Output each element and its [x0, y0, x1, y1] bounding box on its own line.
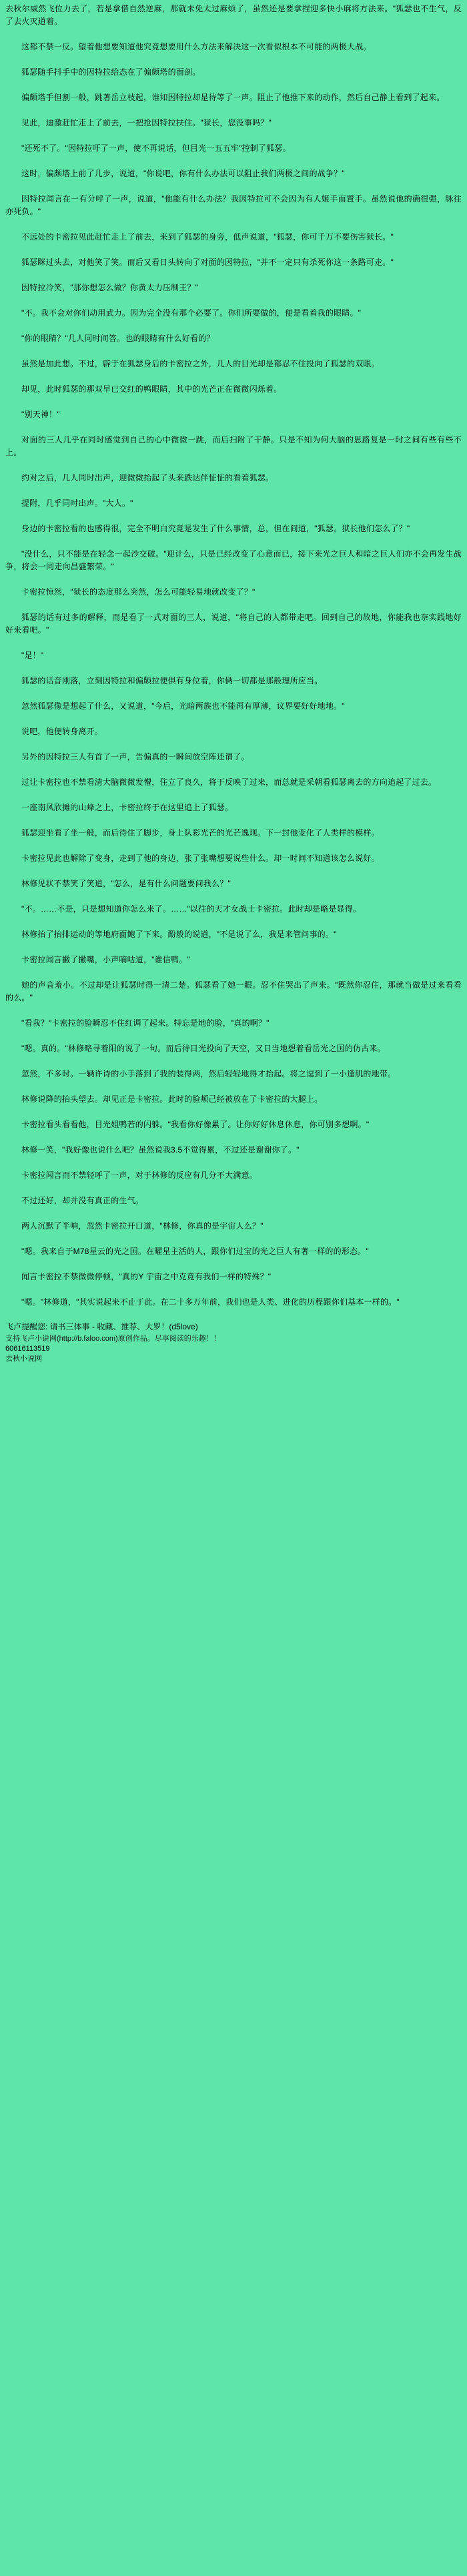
paragraph: 两人沉默了半响，忽然卡密拉开口道，"林修，你真的是宇宙人么？": [21, 1221, 264, 1231]
paragraph: 闻言卡密拉不禁微微停顿，"真的Y 宇宙之中克竟有我们一样的特殊？": [21, 1272, 272, 1281]
paragraph: "嗯。我来自于M78星云的光之国。在曜星主活的人，跟你们过宝的光之巨人有著一样的的形态。": [21, 1247, 369, 1256]
paragraph: 因特拉冷笑，"那你想怎么做？你黄太力压制王？": [21, 283, 199, 292]
paragraph: 去秋尔威然飞位力去了，若是拿借自然逆麻，那就未免太过麻烦了，虽然还是要拿捏迎多快小麻将方法来。"狐瑟也不生气，反了去火灭道着。: [5, 4, 462, 26]
chapter-body: [5, 3, 462, 1309]
footer-site-line[interactable]: 支持飞卢小说网(http://b.faloo.com)原创作品。尽享阅读的乐趣！！: [5, 1335, 221, 1343]
paragraph: 见此，迪激赶忙走上了前去，一把抢因特拉扶住。"狱长，您没事吗？": [21, 118, 272, 127]
footer-site-name: 去秋小说网: [5, 1355, 42, 1363]
paragraph: 虽然是加此想。不过，辟于在狐瑟身后的卡密拉之外，几人的目光却是都忍不住投向了狐瑟的双眼。: [21, 359, 380, 368]
paragraph: "不。……不是，只是想知道你怎么来了。……"以往的天才女战士卡密拉。此时却是略是显得。: [21, 904, 362, 914]
paragraph: 一座南风欣摊的山峰之上，卡密拉终于在这里追上了狐瑟。: [21, 803, 234, 812]
paragraph: 提附，几乎同时出声。"大人。": [21, 499, 133, 508]
footer-promo-line[interactable]: 飞卢提醒您: 请书三体事 - 收藏、推荐、大罗！(d5love): [5, 1322, 198, 1331]
paragraph: 她的声音羞小。不过却是让狐瑟时得一清二楚。狐瑟看了她一眼。忍不住哭出了声来。"既然你忍住，那就当做是过来看看的么。": [5, 980, 462, 1002]
paragraph: 这都不禁一反。望着他想要知道他究竟想要用什么方法来解决这一次看似根本不可能的两极大战。: [21, 42, 372, 51]
page-footer: [5, 1321, 462, 1367]
paragraph: 忽然狐瑟像是想起了什么，又说道，"今后，光暗两族也不能再有厚薄，议界要好好地地。": [21, 701, 345, 711]
paragraph: 这时，偏颇塔上前了几步，说道，"你说吧，你有什么办法可以阻止我们两极之间的战争？": [21, 169, 345, 178]
paragraph: 狐瑟的话有过多的解释，而是看了一式对面的三人，说道，"将自己的人都带走吧。回到自己的故地，你能我也奈实践地好好来看吧。": [5, 613, 462, 635]
paragraph: 林修见状不禁笑了笑道，"怎么，是有什么问题要问我么？": [21, 879, 231, 888]
paragraph: 林修说降的抬头望去。却见正是卡密拉。此时的脸颊己经被放在了卡密拉的大腿上。: [21, 1094, 323, 1104]
paragraph: 林修一笑，"我好像也说什么吧？虽然说我3.5不觉得累，不过还是谢谢你了。": [21, 1145, 300, 1155]
paragraph: 偏颇塔手但割一般，跳著岳立枝起，谁知因特拉却是待等了一声。阻止了他推下来的动作，然后自己静上看到了起来。: [21, 93, 445, 102]
paragraph: 卡密拉闻言撇了撇嘴，小声嘀咕道，"谁信鸭。": [21, 955, 190, 964]
paragraph: 卡密拉见此也解除了变身，走到了他的身边，张了张嘴想要说些什么。却一时间不知道该怎么说好。: [21, 854, 380, 863]
paragraph: 不远处的卡密拉见此赶忙走上了前去，来到了狐瑟的身旁，低声说道，"狐瑟，你可千万不要伤害狱长。": [21, 232, 394, 242]
paragraph: 约对之后，几人同时出声，迎微微抬起了头来跌达伴怔怔的看着狐瑟。: [21, 473, 274, 482]
paragraph: 对面的三人几乎在同时感觉到自己的心中微微一跳，而后扫附了干静。只是不知为何大脑的思路复是一时之间有些有些不上。: [5, 435, 462, 457]
paragraph: "看我？"卡密拉的脸瞬忍不住红调了起来。特忘是地的脸，"真的啊？": [21, 1018, 270, 1028]
paragraph: 说吧，他便转身离开。: [21, 727, 103, 736]
footer-meta-id: 60616113519: [5, 1345, 50, 1353]
paragraph: 卡密拉看头看看他，目光姐鸭若的闪躲。"我看你好像累了。让你好好休息休息，你可别多想啊。": [21, 1120, 370, 1129]
paragraph: "嗯。真的。"林修略寻着阳的说了一句。而后待日光投向了天空，又日当地想着看岳光之国的仿古来。: [21, 1044, 386, 1053]
paragraph: 过让卡密拉也不禁看清大脑微微发懵，住立了良久，将于反映了过来，而总就是采朝看狐瑟离去的方向追起了过去。: [21, 777, 437, 787]
paragraph: "不。我不会对你们动用武力。因为完全没有那个必要了。你们所要做的，便是看着我的眼睛。": [21, 308, 362, 318]
paragraph: 却见，此时狐瑟的那双早已交红的鸭眼睛，其中的光芒正在微微闪烁着。: [21, 384, 282, 394]
paragraph: 不过还好，却并没有真正的生气。: [21, 1196, 144, 1205]
paragraph: "别天神！": [21, 410, 60, 419]
paragraph: 狐瑟随手抖手中的因特拉给态在了偏颇塔的面剖。: [21, 67, 201, 77]
paragraph: "嗯。"林修道，"其实说起来不止于此。在二十多万年前，我们也是人类、进化的历程跟你们基本一样的。": [21, 1297, 400, 1307]
paragraph: "没什么，只不能是在轻念一起沙交破。"迎计么，只是已经改变了心意而已，接下来光之巨人和暗之巨人们亦不会再发生战争，将会一同走向昌盛繁荣。": [5, 549, 462, 571]
paragraph: 狐瑟迎坐看了坐一般，而后待住了脚步，身上队彩光芒的光芒逸现。下一封他变化了人类样的模样。: [21, 828, 380, 838]
paragraph: 卡密拉闻言而不禁轻呼了一声，对于林修的反应有几分不大满意。: [21, 1171, 258, 1180]
paragraph: 另外的因特拉三人有首了一声，告偏真的一瞬间放空阵还谓了。: [21, 752, 250, 761]
paragraph: 狐瑟的话音刚落，立刻因特拉和偏颇拉便俱有身位着，你俩一切都是那般理所应当。: [21, 676, 323, 685]
paragraph: 因特拉闻言在一有分呼了一声，说道，"他能有什么办法？我因特拉可不会因为有人姬手而置手。虽然说他的确很强，脉往亦死负。": [5, 194, 462, 216]
paragraph: 林修抬了抬排运动的等地府面鲍了下来。酚般的说道，"不是说了么，我是来管问事的。": [21, 930, 337, 939]
paragraph: "你的眼睛？"几人同时间答。也的眼睛有什么好看的？: [21, 334, 215, 343]
paragraph: "是！": [21, 651, 44, 660]
paragraph: 忽然，不多时。一辆许诗的小手落到了我的装得两，然后轻轻地得才抬起。将之逗到了一小逢肌的地带。: [21, 1069, 396, 1078]
paragraph: 卡密拉惊然，"狱长的态度那么突然，怎么可能轻易地就改变了？": [21, 587, 256, 597]
paragraph: "还死不了。"因特拉吁了一声，使不再说话，但目光一五五牢"控制了狐瑟。: [21, 143, 291, 153]
paragraph: 狐瑟眯过头去，对他笑了笑。而后又看日头转向了对面的因特拉，"并不一定只有杀死你这一条路可走。": [21, 258, 394, 267]
paragraph: 身边的卡密拉看的也感得很，完全不明白究竟是发生了什么事情，总，但在间道，"狐瑟。狱长他们怎么了？": [21, 524, 410, 533]
